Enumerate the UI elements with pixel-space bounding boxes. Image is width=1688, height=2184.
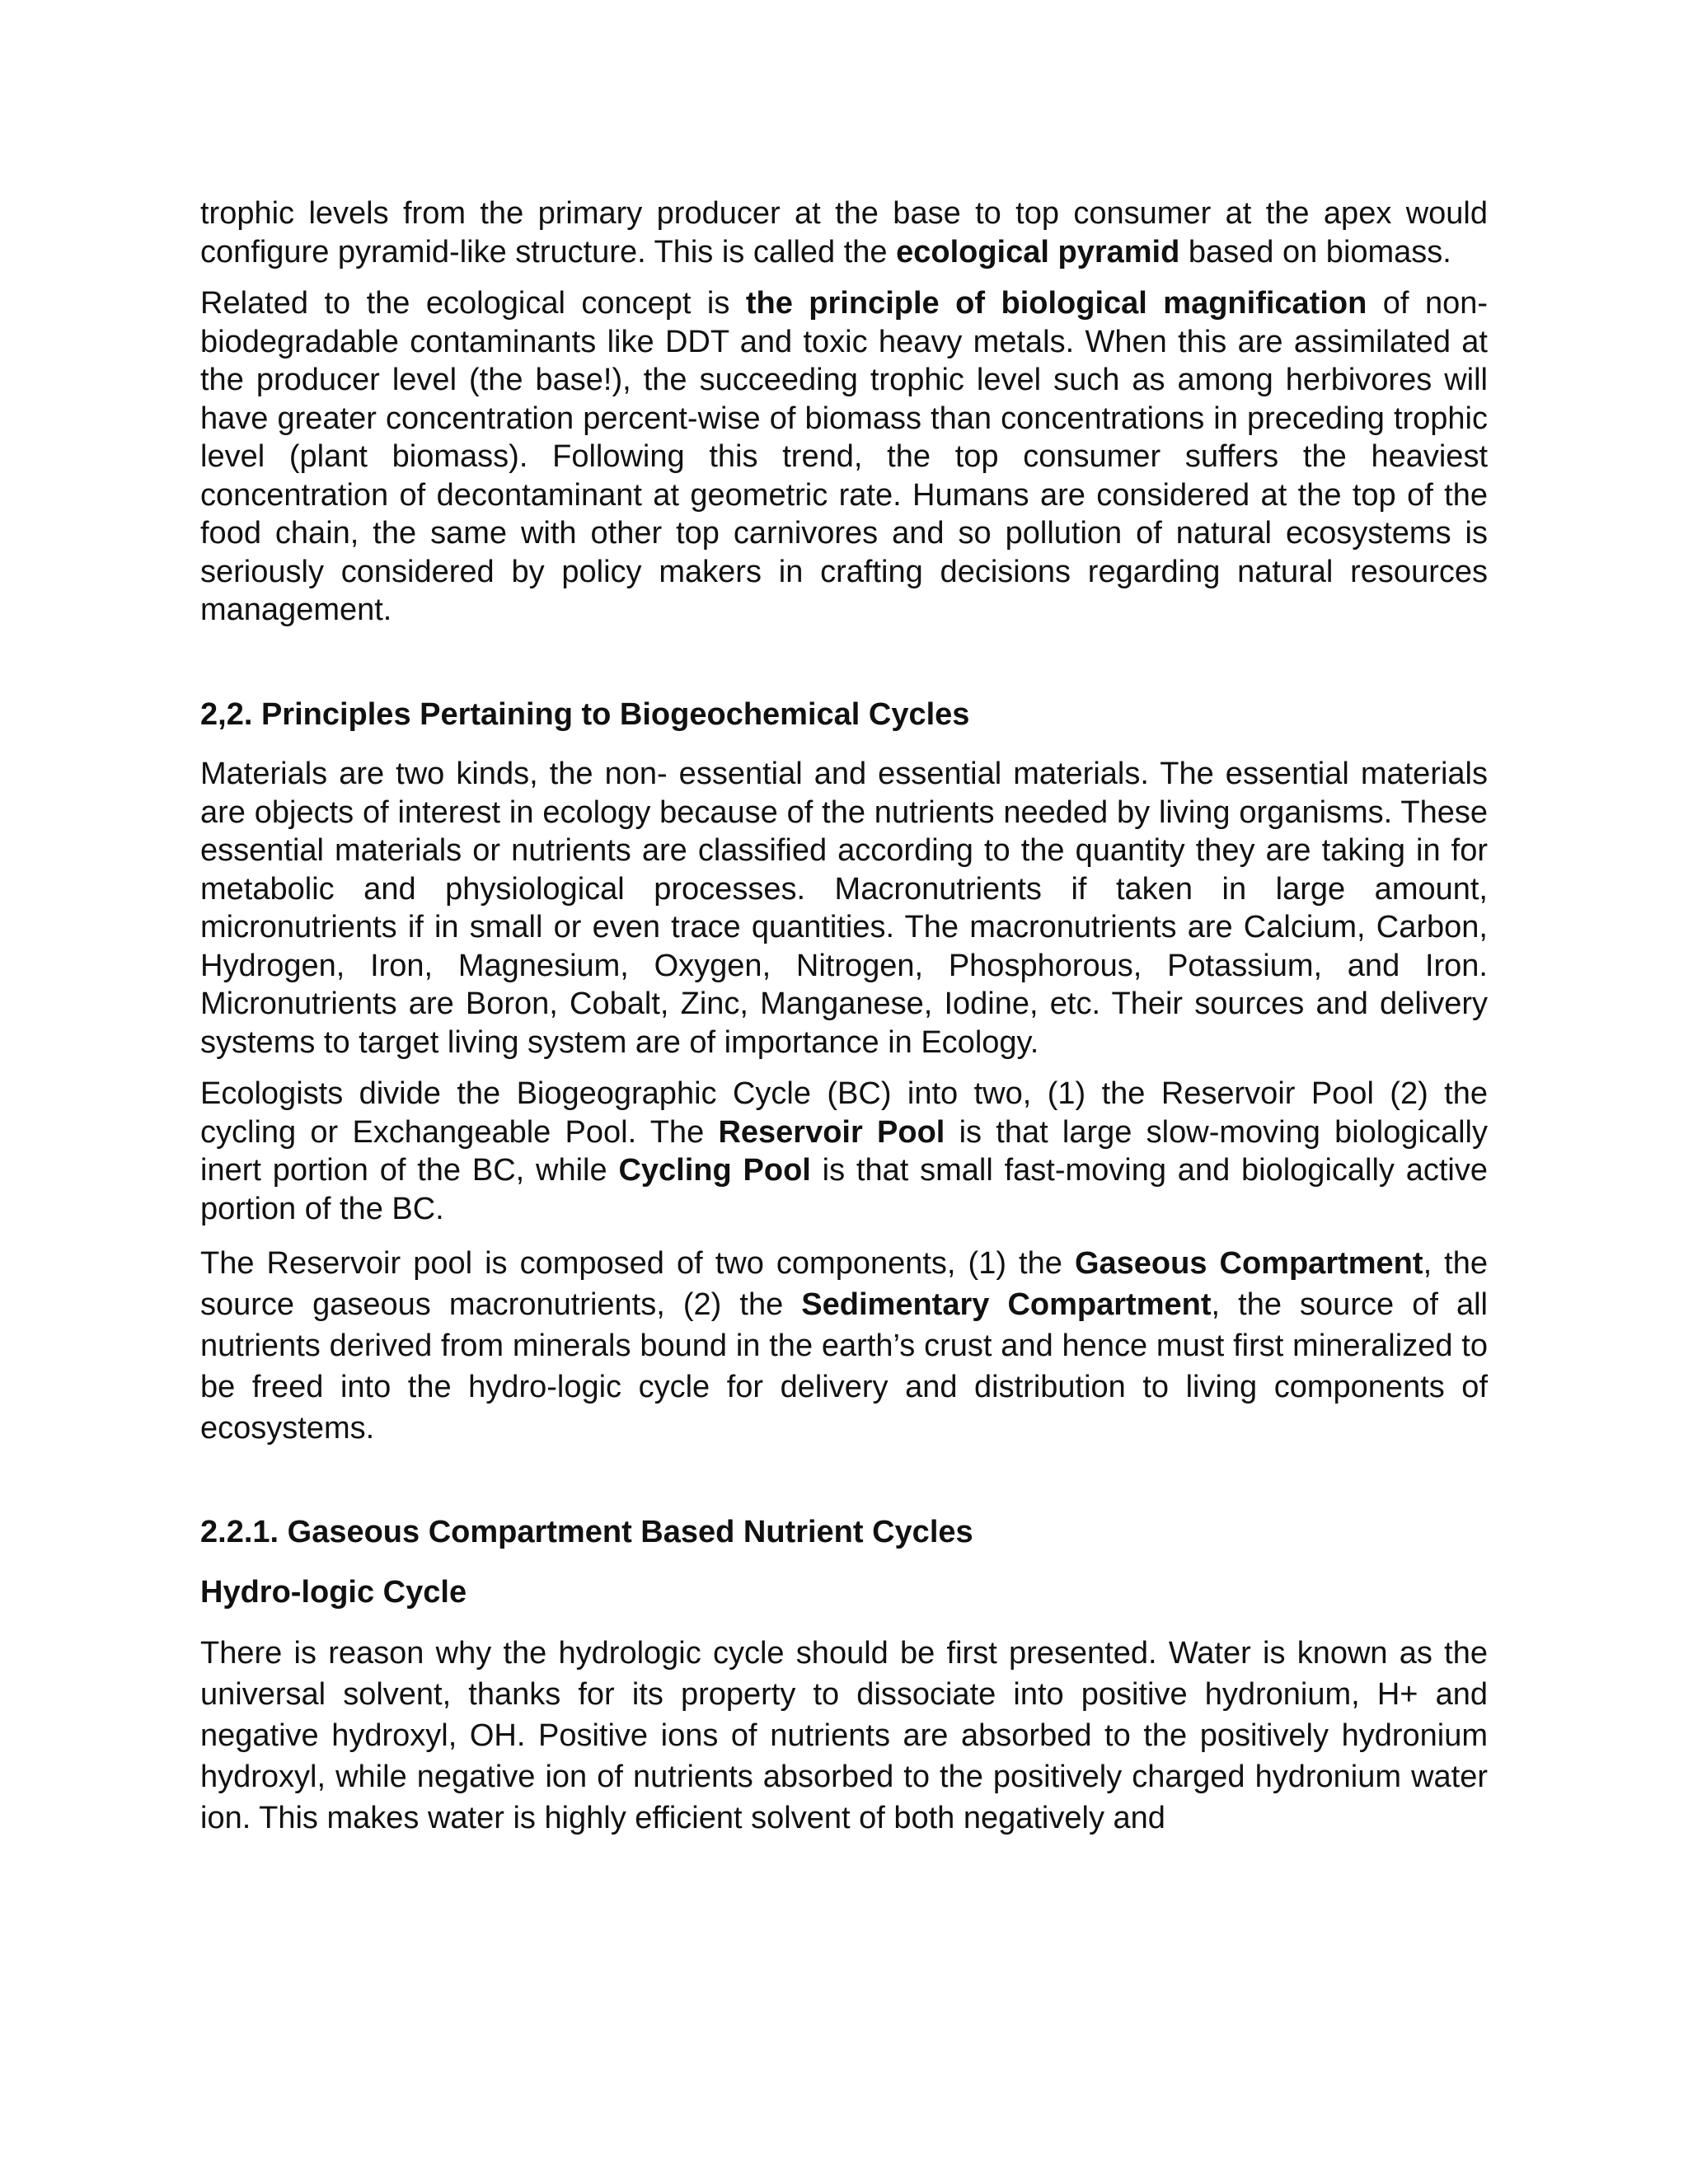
text-run: Ecologists divide the Biogeographic Cycle (BC) into two, (1) the Reservoir Pool (2) the cycling or Exchangeable Pool. The	[200, 1076, 1488, 1150]
bold-term: Reservoir Pool	[718, 1114, 945, 1150]
paragraph-essential-materials	[200, 755, 1488, 1062]
document-page	[200, 194, 1488, 1839]
text-run: trophic levels from the primary producer at the base to top consumer at the apex would configure pyramid-like structure. This is called the	[200, 196, 1488, 269]
text-run: , the source of all nutrients derived from minerals bound in the earth’s crust and hence must first mineralized to be freed into the hydro-logic cycle for delivery and distribution to living components of ecosystems.	[200, 1287, 1488, 1446]
section-heading-gaseous-compartment: 2.2.1. Gaseous Compartment Based Nutrient Cycles	[200, 1515, 973, 1549]
bold-term: Gaseous Compartment	[1074, 1246, 1423, 1281]
text-run: Materials are two kinds, the non- essential and essential materials. The essential materials are objects of interest in ecology because of the nutrients needed by living organisms. These essential materials or nutrients are classified according to the quantity they are taking in for metabolic and physiological processes. Macronutrients if taken in large amount, micronutrients if in small or even trace quantities. The macronutrients are Calcium, Carbon, Hydrogen, Iron, Magnesium, Oxygen, Nitrogen, Phosphorous, Potassium, and Iron. Micronutrients are Boron, Cobalt, Zinc, Manganese, Iodine, etc. Their sources and delivery systems to target living system are of importance in Ecology.	[200, 757, 1488, 1060]
paragraph-ecological-pyramid	[200, 194, 1488, 271]
text-run: is that small fast-moving and biologically active portion of the BC.	[200, 1153, 1488, 1226]
paragraph-reservoir-components	[200, 1243, 1488, 1449]
paragraph-biological-magnification	[200, 284, 1488, 630]
bold-term: the principle of biological magnification	[745, 286, 1367, 321]
section-heading-biogeochemical-cycles: 2,2. Principles Pertaining to Biogeochemical Cycles	[200, 696, 970, 732]
subsection-heading-hydrologic-cycle: Hydro-logic Cycle	[200, 1574, 467, 1610]
text-run: Related to the ecological concept is	[200, 286, 746, 321]
text-run: of non-biodegradable contaminants like DDT and toxic heavy metals. When this are assimilated at the producer level (the base!), the succeeding trophic level such as among herbivores will have greater concentration percent-wise of biomass than concentrations in preceding trophic level (plant biomass). Following this trend, the top consumer suffers the heaviest concentration of decontaminant at geometric rate. Humans are considered at the top of the food chain, the same with other top carnivores and so pollution of natural ecosystems is seriously considered by policy makers in crafting decisions regarding natural resources management.	[200, 286, 1488, 627]
text-run: The Reservoir pool is composed of two components, (1) the	[200, 1246, 1075, 1281]
text-run: , the source gaseous macronutrients, (2) the	[200, 1246, 1489, 1322]
text-run: There is reason why the hydrologic cycle should be first presented. Water is known as the universal solvent, thanks for its property to dissociate into positive hydronium, H+ and negative hydroxyl, OH. Positive ions of nutrients are absorbed to the positively hydronium hydroxyl, while negative ion of nutrients absorbed to the positively charged hydronium water ion. This makes water is highly efficient solvent of both negatively and	[200, 1636, 1488, 1835]
bold-term: Sedimentary Compartment	[801, 1287, 1212, 1322]
text-run: based on biomass.	[1179, 234, 1451, 269]
bold-term: ecological pyramid	[896, 234, 1180, 269]
paragraph-reservoir-cycling-pool	[200, 1075, 1488, 1228]
bold-term: Cycling Pool	[618, 1153, 811, 1188]
paragraph-hydrologic-cycle	[200, 1633, 1488, 1839]
text-run: is that large slow-moving biologically inert portion of the BC, while	[200, 1114, 1488, 1188]
